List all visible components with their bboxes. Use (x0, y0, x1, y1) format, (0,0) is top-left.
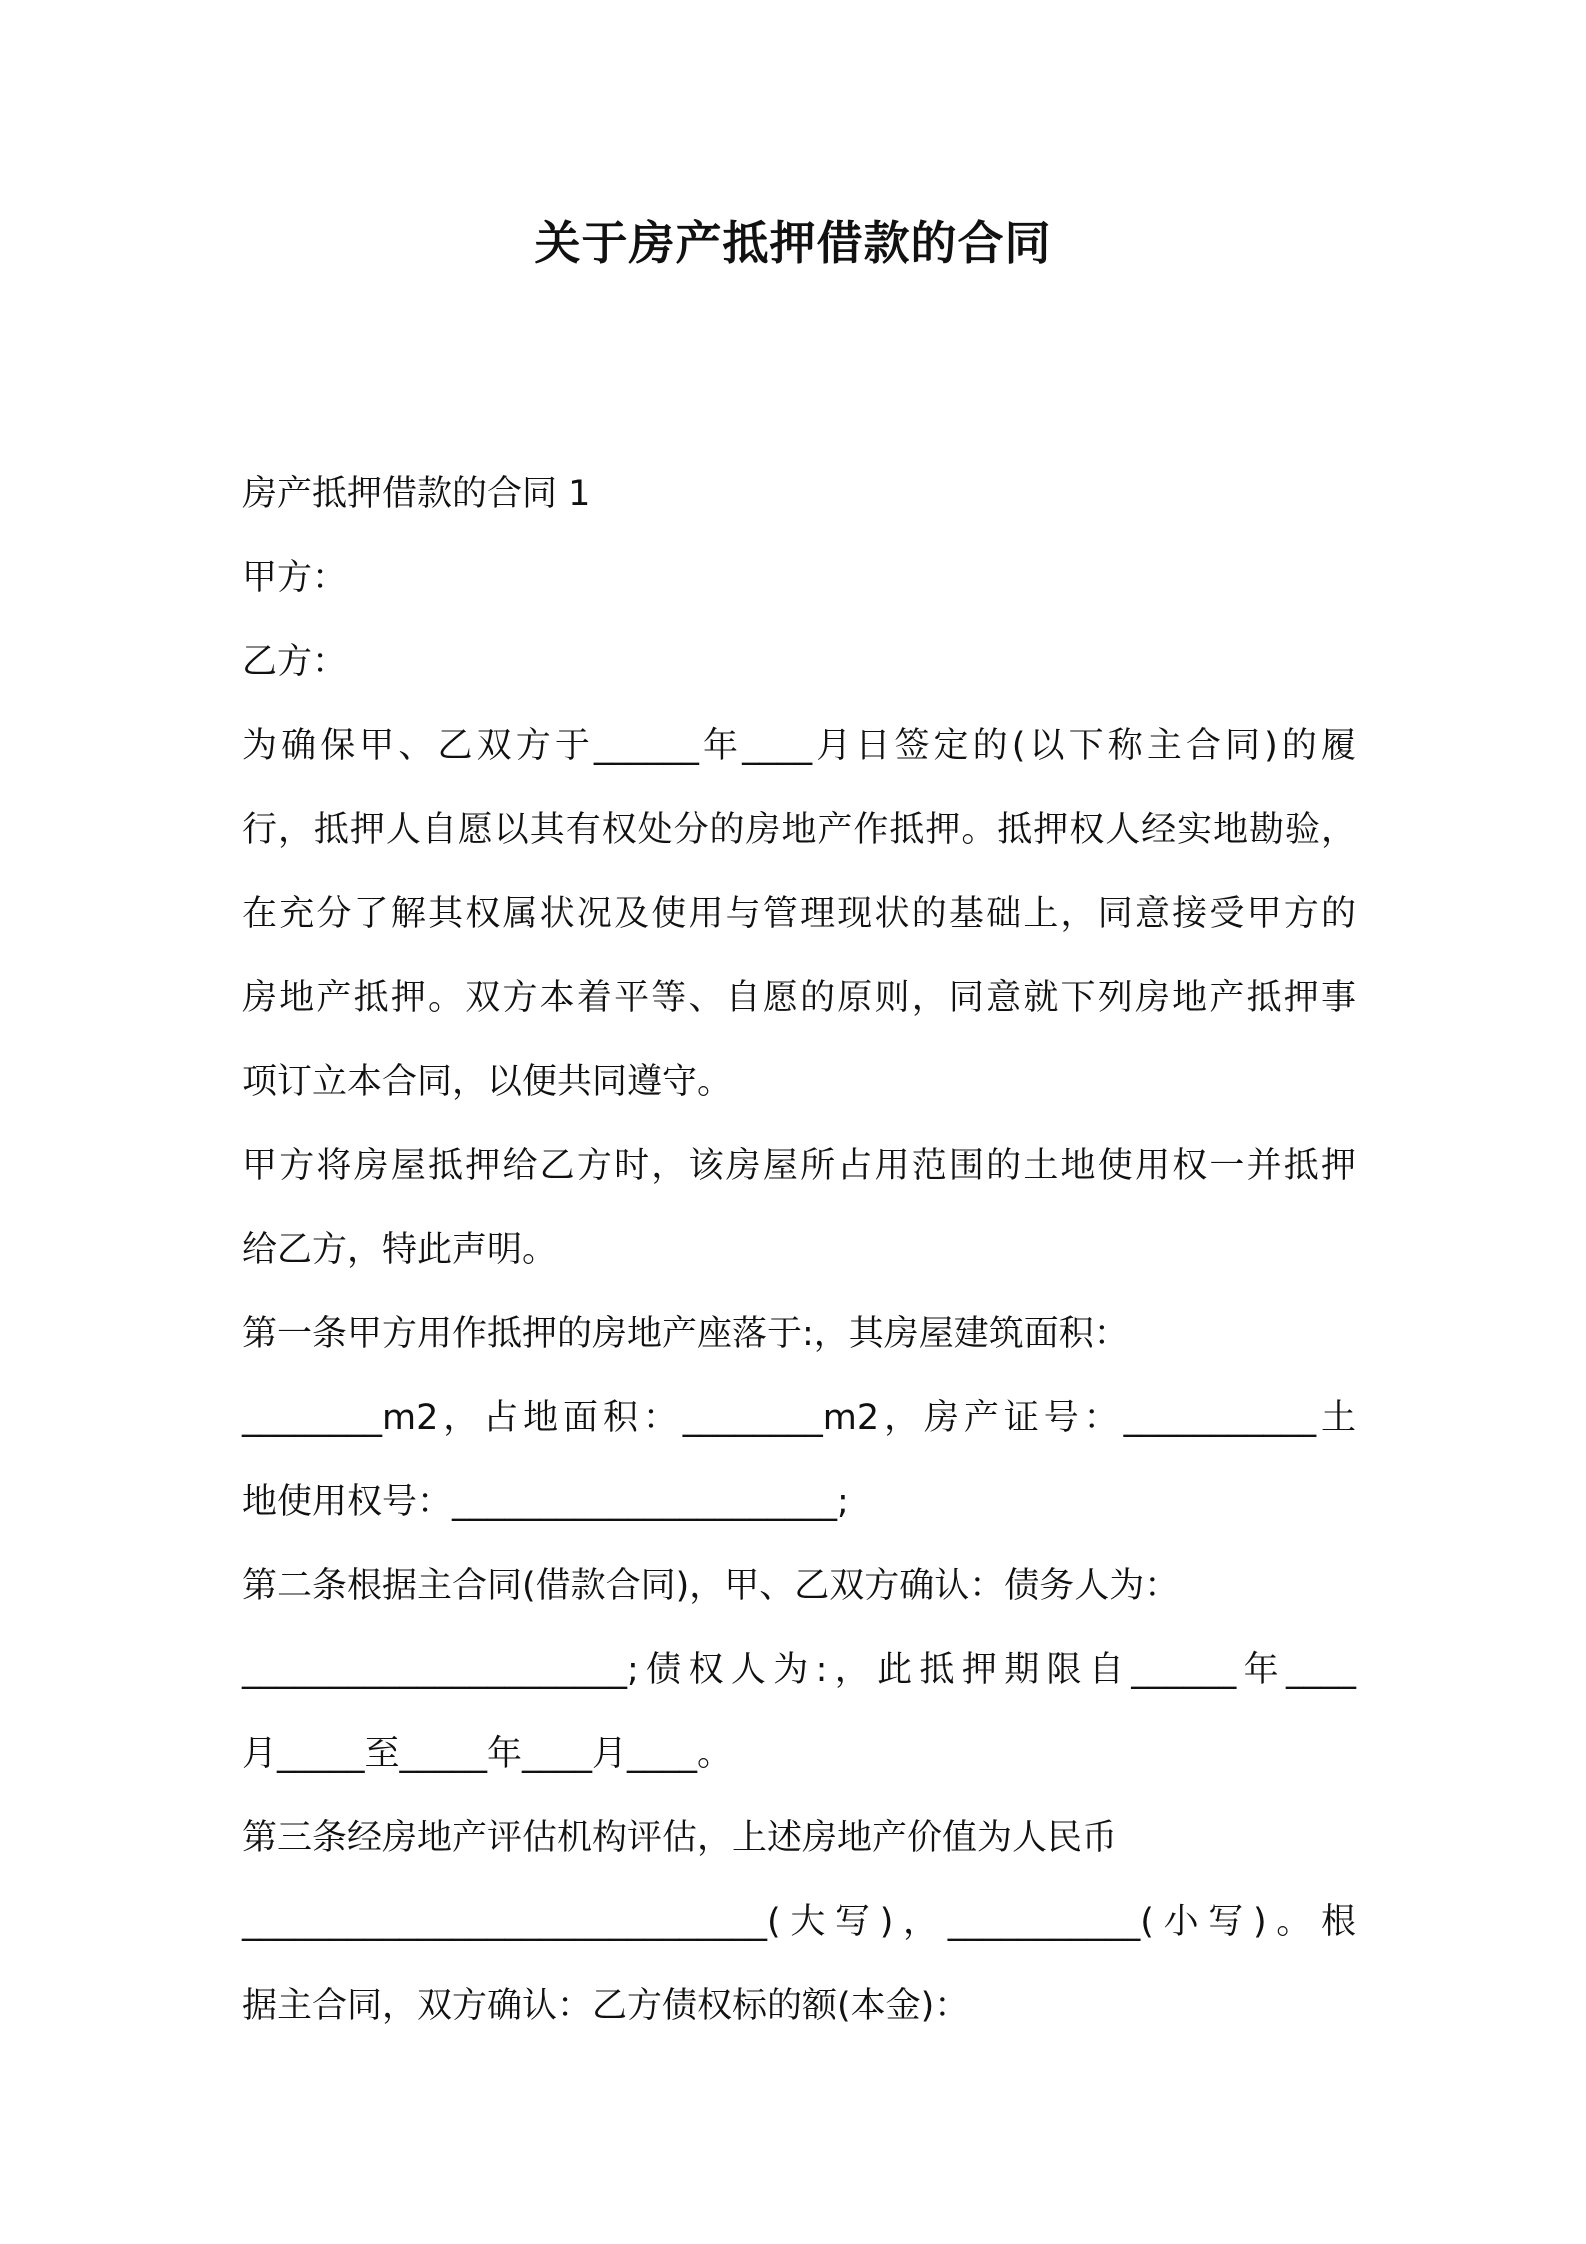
article-3-line: ______________________________(大写)，___________(小写)。根 (242, 1902, 1356, 1942)
article-1-line: 地使用权号：______________________; (242, 1482, 849, 1522)
text-line: 为确保甲、乙双方于______年____月日签定的(以下称主合同)的履 (242, 726, 1356, 766)
text-line: 行，抵押人自愿以其有权处分的房地产作抵押。抵押权人经实地勘验， (242, 810, 1356, 850)
text-line: 房地产抵押。双方本着平等、自愿的原则，同意就下列房地产抵押事 (242, 978, 1356, 1018)
text-line: 项订立本合同，以便共同遵守。 (242, 1062, 733, 1102)
article-2-line: 月_____至_____年____月____。 (242, 1734, 733, 1774)
article-2-line: 第二条根据主合同(借款合同)，甲、乙双方确认：债务人为： (242, 1566, 1180, 1606)
document-title: 关于房产抵押借款的合同 (534, 216, 1052, 270)
text-line: 给乙方，特此声明。 (242, 1230, 558, 1270)
article-3-line: 据主合同，双方确认：乙方债权标的额(本金)： (242, 1986, 970, 2026)
party-b-label: 乙方： (242, 642, 348, 682)
article-3-line: 第三条经房地产评估机构评估，上述房地产价值为人民币 (242, 1818, 1118, 1858)
text-line: 甲方将房屋抵押给乙方时，该房屋所占用范围的土地使用权一并抵押 (242, 1146, 1356, 1186)
article-1-line: ________m2，占地面积：________m2，房产证号：___________土 (242, 1398, 1356, 1438)
article-2-line: ______________________;债权人为:，此抵押期限自______年____ (242, 1650, 1356, 1690)
text-line: 在充分了解其权属状况及使用与管理现状的基础上，同意接受甲方的 (242, 894, 1356, 934)
contract-subtitle: 房产抵押借款的合同 1 (242, 474, 591, 514)
article-1-line: 第一条甲方用作抵押的房地产座落于:，其房屋建筑面积： (242, 1314, 1129, 1354)
party-a-label: 甲方： (242, 558, 348, 598)
document-body (242, 452, 1356, 2048)
